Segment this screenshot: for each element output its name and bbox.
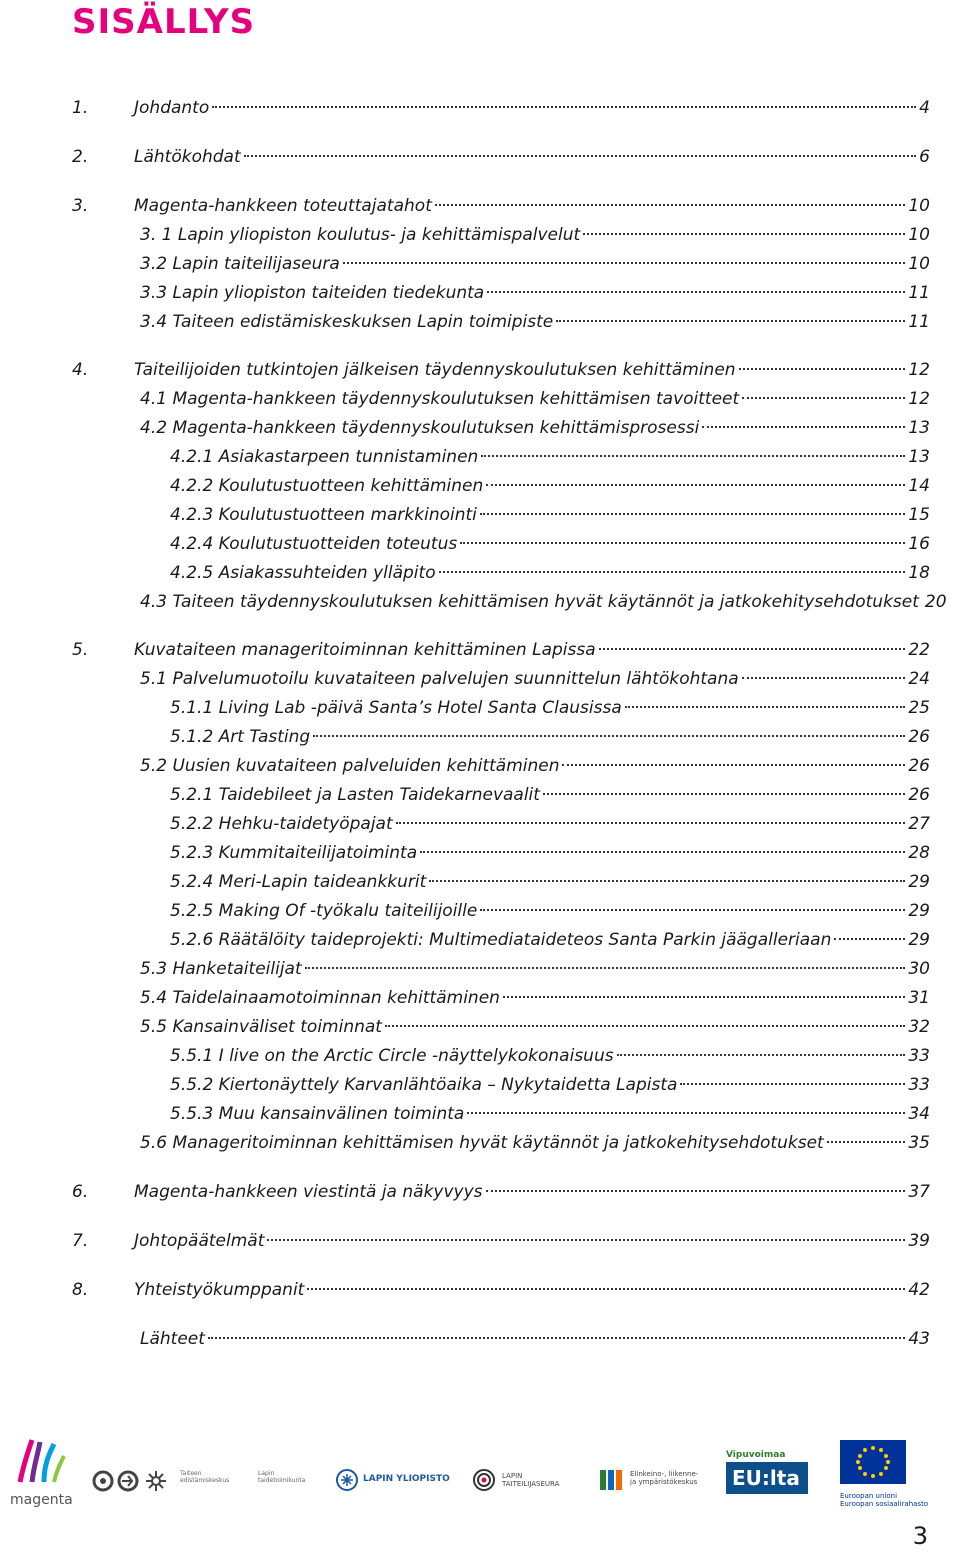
toc-entry-label: 5.2.3 Kummitaiteilijatoiminta xyxy=(170,843,418,863)
toc-entry xyxy=(140,986,930,1010)
toc-entry-number: 6. xyxy=(72,1182,89,1202)
toc-entry-number: 1. xyxy=(72,98,89,118)
toc-entry-page: 29 xyxy=(908,930,930,950)
dot-leader xyxy=(827,1140,906,1143)
toc-entry-label: 3.2 Lapin taiteilijaseura xyxy=(140,254,340,274)
toc-entry xyxy=(140,281,930,305)
dot-leader xyxy=(480,512,905,515)
dot-leader xyxy=(742,396,905,399)
toc-entry-number: 2. xyxy=(72,147,89,167)
toc-entry xyxy=(72,1229,930,1253)
toc-entry-label: 5.2.4 Meri-Lapin taideankkurit xyxy=(170,872,427,892)
toc-entry-page: 39 xyxy=(908,1231,930,1251)
toc-entry xyxy=(170,1073,930,1097)
toc-entry-page: 14 xyxy=(908,476,930,496)
partner-logos xyxy=(0,1420,960,1520)
toc-entry-page: 10 xyxy=(908,225,930,245)
toc-entry-page: 31 xyxy=(908,988,930,1008)
dot-leader xyxy=(583,232,905,235)
toc-entry-label: 4.3 Taiteen täydennyskoulutuksen kehittämisen hyvät käytännöt ja jatkokehitysehdotukset xyxy=(140,592,919,612)
toc-entry xyxy=(170,1044,930,1068)
toc-entry xyxy=(140,667,930,691)
dot-leader xyxy=(208,1336,905,1339)
toc-entry-page: 26 xyxy=(908,785,930,805)
toc-entry-label: 5.2.5 Making Of -työkalu taiteilijoille xyxy=(170,901,478,921)
toc-entry-page: 20 xyxy=(924,592,947,612)
toc-entry-page: 6 xyxy=(919,147,930,167)
dot-leader xyxy=(503,995,905,998)
toc-entry xyxy=(170,870,930,894)
dot-leader xyxy=(739,367,906,370)
euroopan-unioni-logo: Euroopan unioni Euroopan sosiaalirahasto xyxy=(840,1440,930,1508)
toc-entry-page: 26 xyxy=(908,756,930,776)
dot-leader xyxy=(480,908,905,911)
toc-entry-page: 29 xyxy=(908,901,930,921)
toc-entry-label: Yhteistyökumppanit xyxy=(134,1280,305,1300)
toc-entry xyxy=(140,1131,930,1155)
toc-entry xyxy=(140,1015,930,1039)
toc-entry xyxy=(170,503,930,527)
toc-entry-page: 33 xyxy=(908,1075,930,1095)
toc-entry xyxy=(140,387,930,411)
toc-entry-page: 12 xyxy=(908,389,930,409)
toc-entry xyxy=(140,957,930,981)
toc-entry-page: 4 xyxy=(919,98,930,118)
dot-leader xyxy=(244,154,917,157)
toc-entry-page: 16 xyxy=(908,534,930,554)
page-title: SISÄLLYS xyxy=(72,2,256,42)
toc-entry xyxy=(140,223,930,247)
toc-entry-number: 3. xyxy=(72,196,89,216)
dot-leader xyxy=(599,647,906,650)
toc-entry xyxy=(72,145,930,169)
toc-entry-page: 42 xyxy=(908,1280,930,1300)
toc-entry xyxy=(170,561,930,585)
toc-entry xyxy=(140,416,930,440)
dot-leader xyxy=(385,1024,905,1027)
toc-entry-page: 12 xyxy=(908,360,930,380)
toc-entry-label: 3.3 Lapin yliopiston taiteiden tiedekunta xyxy=(140,283,485,303)
toc-entry-page: 10 xyxy=(908,196,930,216)
toc-entry-label: 5.1.1 Living Lab -päivä Santa’s Hotel Santa Clausissa xyxy=(170,698,622,718)
toc-entry-page: 22 xyxy=(908,640,930,660)
partner-icons-logo xyxy=(92,1470,172,1496)
toc-entry-page: 11 xyxy=(908,312,930,332)
toc-entry-label: 5.5.2 Kiertonäyttely Karvanlähtöaika – Nykytaidetta Lapista xyxy=(170,1075,678,1095)
toc-entry xyxy=(170,841,930,865)
toc-entry-page: 11 xyxy=(908,283,930,303)
lapin-yliopisto-logo: LAPIN YLIOPISTO xyxy=(335,1468,359,1496)
toc-entry xyxy=(170,725,930,749)
toc-entry-label: Kuvataiteen manageritoiminnan kehittäminen Lapissa xyxy=(134,640,596,660)
toc-entry-label: 5.3 Hanketaiteilijat xyxy=(140,959,302,979)
toc-entry-page: 15 xyxy=(908,505,930,525)
toc-entry-label: 5.5.3 Muu kansainvälinen toiminta xyxy=(170,1104,465,1124)
toc-entry-label: Magenta-hankkeen viestintä ja näkyvyys xyxy=(134,1182,483,1202)
dot-leader xyxy=(467,1111,905,1114)
dot-leader xyxy=(429,879,905,882)
toc-entry-page: 35 xyxy=(908,1133,930,1153)
toc-entry-page: 27 xyxy=(908,814,930,834)
toc-entry xyxy=(170,899,930,923)
dot-leader xyxy=(396,821,906,824)
magenta-logo: magenta xyxy=(10,1432,68,1512)
toc-entry xyxy=(72,1278,930,1302)
dot-leader xyxy=(435,203,906,206)
dot-leader xyxy=(460,541,905,544)
toc-entry xyxy=(170,783,930,807)
toc-entry-page: 37 xyxy=(908,1182,930,1202)
toc-entry xyxy=(170,445,930,469)
toc-entry-number: 8. xyxy=(72,1280,89,1300)
dot-leader xyxy=(543,792,905,795)
toc-entry-label: 4.1 Magenta-hankkeen täydennyskoulutuksen kehittämisen tavoitteet xyxy=(140,389,740,409)
toc-entry-label: 4.2.3 Koulutustuotteen markkinointi xyxy=(170,505,477,525)
dot-leader xyxy=(420,850,905,853)
dot-leader xyxy=(562,763,905,766)
dot-leader xyxy=(439,570,906,573)
toc-entry-label: 4.2.2 Koulutustuotteen kehittäminen xyxy=(170,476,484,496)
toc-entry-label: 5.4 Taidelainaamotoiminnan kehittäminen xyxy=(140,988,500,1008)
toc-entry-label: 4.2.1 Asiakastarpeen tunnistaminen xyxy=(170,447,479,467)
toc-entry-label: 5.5.1 I live on the Arctic Circle -näyttelykokonaisuus xyxy=(170,1046,614,1066)
toc-entry-number: 5. xyxy=(72,640,89,660)
dot-leader xyxy=(617,1053,906,1056)
dot-leader xyxy=(742,676,906,679)
toc-entry-label: 4.2.5 Asiakassuhteiden ylläpito xyxy=(170,563,436,583)
toc-entry-page: 25 xyxy=(908,698,930,718)
toc-entry xyxy=(140,754,930,778)
lapin-taiteilijaseura-logo: LAPIN TAITEILIJASEURA xyxy=(472,1468,496,1496)
toc-entry-page: 30 xyxy=(908,959,930,979)
toc-entry-label: Lähtökohdat xyxy=(134,147,241,167)
toc-entry-label: Taiteilijoiden tutkintojen jälkeisen täydennyskoulutuksen kehittäminen xyxy=(134,360,736,380)
toc-entry xyxy=(170,812,930,836)
toc-entry-label: Magenta-hankkeen toteuttajatahot xyxy=(134,196,432,216)
toc-entry xyxy=(72,194,930,218)
toc-entry-label: 5.2 Uusien kuvataiteen palveluiden kehittäminen xyxy=(140,756,560,776)
toc-entry-label: 5.6 Manageritoiminnan kehittämisen hyvät käytännöt ja jatkokehitysehdotukset xyxy=(140,1133,824,1153)
toc-entry-page: 29 xyxy=(908,872,930,892)
dot-leader xyxy=(481,454,905,457)
toc-entry xyxy=(72,638,930,662)
lapin-taidetoimikunta-logo: Lapin taidetoimikunta xyxy=(258,1470,306,1484)
toc-entry-page: 33 xyxy=(908,1046,930,1066)
toc-entry-number: 7. xyxy=(72,1231,89,1251)
dot-leader xyxy=(313,734,905,737)
toc-entry xyxy=(140,590,947,614)
toc-entry-page: 13 xyxy=(908,418,930,438)
dot-leader xyxy=(625,705,906,708)
toc-entry-label: Johdanto xyxy=(134,98,210,118)
toc-entry xyxy=(170,532,930,556)
toc-entry-page: 13 xyxy=(908,447,930,467)
dot-leader xyxy=(486,1189,906,1192)
toc-entry xyxy=(72,1180,930,1204)
toc-entry-number: 4. xyxy=(72,360,89,380)
dot-leader xyxy=(267,1238,905,1241)
toc-entry-page: 26 xyxy=(908,727,930,747)
toc-entry-label: 3.4 Taiteen edistämiskeskuksen Lapin toimipiste xyxy=(140,312,554,332)
toc-entry-label: 5.2.6 Räätälöity taideprojekti: Multimediataideteos Santa Parkin jäägalleriaan xyxy=(170,930,832,950)
taike-logo: Taiteen edistämiskeskus xyxy=(180,1470,230,1484)
toc-entry-page: 18 xyxy=(908,563,930,583)
toc-entry-label: 5.1.2 Art Tasting xyxy=(170,727,311,747)
toc-entry xyxy=(140,252,930,276)
toc-entry-label: 5.2.1 Taidebileet ja Lasten Taidekarnevaalit xyxy=(170,785,540,805)
toc-entry-page: 32 xyxy=(908,1017,930,1037)
dot-leader xyxy=(834,937,905,940)
page-number: 3 xyxy=(912,1522,928,1550)
dot-leader xyxy=(343,261,906,264)
toc-entry-label: Lähteet xyxy=(140,1329,205,1349)
toc-entry-page: 28 xyxy=(908,843,930,863)
dot-leader xyxy=(487,290,905,293)
toc-entry-label: 5.1 Palvelumuotoilu kuvataiteen palvelujen suunnittelun lähtökohtana xyxy=(140,669,739,689)
toc-entry-label: Johtopäätelmät xyxy=(134,1231,265,1251)
dot-leader xyxy=(307,1287,905,1290)
toc-entry xyxy=(72,96,930,120)
dot-leader xyxy=(680,1082,905,1085)
toc-entry-label: 4.2.4 Koulutustuotteiden toteutus xyxy=(170,534,458,554)
toc-entry xyxy=(170,1102,930,1126)
toc-entry-label: 5.2.2 Hehku-taidetyöpajat xyxy=(170,814,393,834)
dot-leader xyxy=(556,319,905,322)
ely-keskus-logo: Elinkeino-, liikenne- ja ympäristökeskus xyxy=(598,1466,626,1498)
toc-entry xyxy=(140,1327,930,1351)
toc-entry xyxy=(170,474,930,498)
toc-entry-label: 3. 1 Lapin yliopiston koulutus- ja kehittämispalvelut xyxy=(140,225,581,245)
toc-entry-label: 5.5 Kansainväliset toiminnat xyxy=(140,1017,382,1037)
dot-leader xyxy=(486,483,905,486)
toc-entry-page: 34 xyxy=(908,1104,930,1124)
toc-entry-page: 10 xyxy=(908,254,930,274)
dot-leader xyxy=(305,966,906,969)
toc-entry-label: 4.2 Magenta-hankkeen täydennyskoulutuksen kehittämisprosessi xyxy=(140,418,700,438)
dot-leader xyxy=(702,425,905,428)
dot-leader xyxy=(212,105,916,108)
toc-entry xyxy=(72,358,930,382)
toc-entry-page: 43 xyxy=(908,1329,930,1349)
toc-entry-page: 24 xyxy=(908,669,930,689)
vipuvoimaa-eu-logo: Vipuvoimaa EU:lta xyxy=(726,1450,812,1512)
toc-entry xyxy=(170,928,930,952)
toc-entry xyxy=(140,310,930,334)
toc-entry xyxy=(170,696,930,720)
